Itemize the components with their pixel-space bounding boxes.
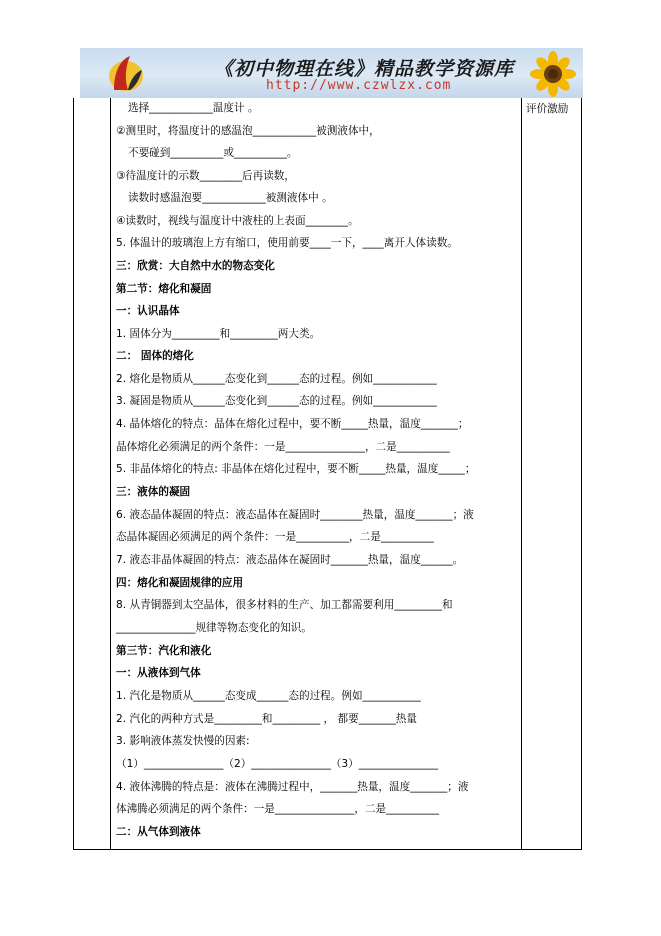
text-line: 态晶体凝固必须满足的两个条件：一是__________，二是__________ bbox=[116, 531, 434, 543]
table-border-bottom bbox=[73, 849, 582, 850]
text-line: 1. 固体分为_________和_________两大类。 bbox=[116, 328, 321, 340]
text-line: ③待温度计的示数________后再读数， bbox=[116, 170, 295, 182]
logo-icon bbox=[106, 52, 146, 94]
text-line: 3. 凝固是物质从______态变化到______态的过程。例如____________ bbox=[116, 395, 437, 407]
text-line: 7. 液态非晶体凝固的特点：液态晶体在凝固时_______热量，温度______。 bbox=[116, 554, 464, 566]
table-border-left bbox=[73, 98, 74, 850]
section-heading: 三：欣赏：大自然中水的物态变化 bbox=[116, 260, 275, 272]
section-heading: 一：认识晶体 bbox=[116, 305, 180, 317]
text-line: 体沸腾必须满足的两个条件：一是_______________，二是__________ bbox=[116, 803, 440, 815]
banner-url[interactable]: http://www.czwlzx.com bbox=[266, 78, 452, 93]
text-line: 5. 体温计的玻璃泡上方有缩口，使用前要____一下，____离开人体读数。 bbox=[116, 237, 458, 249]
text-line: 不要碰到__________或__________。 bbox=[128, 147, 298, 159]
table-divider-right bbox=[521, 98, 522, 850]
table-border-right bbox=[581, 98, 582, 850]
text-line: 2. 汽化的两种方式是_________和_________ ， 都要_______热量 bbox=[116, 713, 417, 725]
section-heading: 四：熔化和凝固规律的应用 bbox=[116, 577, 244, 589]
text-line: ②测里时，将温度计的感温泡____________被测液体中， bbox=[116, 125, 380, 137]
section-heading: 二： 固体的熔化 bbox=[116, 350, 194, 362]
text-line: 4. 液体沸腾的特点是：液体在沸腾过程中，_______热量，温度_______；液 bbox=[116, 781, 469, 793]
text-line: 5. 非晶体熔化的特点: 非晶体在熔化过程中，要不断_____热量，温度_____； bbox=[116, 463, 476, 475]
text-line: 晶体熔化必须满足的两个条件：一是_______________，二是__________ bbox=[116, 441, 450, 453]
text-line: 2. 熔化是物质从______态变化到______态的过程。例如____________ bbox=[116, 373, 437, 385]
section-heading: 第三节：汽化和液化 bbox=[116, 645, 212, 657]
text-line: 选择____________温度计 。 bbox=[128, 102, 259, 114]
table-divider-left bbox=[110, 98, 111, 850]
text-line: ④读数时，视线与温度计中液柱的上表面________。 bbox=[116, 215, 359, 227]
evaluation-column-label: 评价激励 bbox=[526, 103, 569, 115]
section-heading: 一：从液体到气体 bbox=[116, 667, 201, 679]
section-heading: 二：从气体到液体 bbox=[116, 826, 201, 838]
text-line: （1）_______________（2）_______________（3）_______________ bbox=[116, 758, 439, 770]
text-line: _______________规律等物态变化的知识。 bbox=[116, 622, 312, 634]
text-line: 1. 汽化是物质从______态变成______态的过程。例如___________ bbox=[116, 690, 421, 702]
section-heading: 第二节：熔化和凝固 bbox=[116, 283, 212, 295]
text-line: 6. 液态晶体凝固的特点：液态晶体在凝固时________热量，温度_______；液 bbox=[116, 509, 474, 521]
header-banner bbox=[80, 48, 583, 98]
text-line: 4. 晶体熔化的特点：晶体在熔化过程中，要不断_____热量，温度_______； bbox=[116, 418, 469, 430]
text-line: 8. 从青铜器到太空晶体，很多材料的生产、加工都需要利用_________和 bbox=[116, 599, 453, 611]
text-line: 3. 影响液体蒸发快慢的因素: bbox=[116, 735, 250, 747]
sunflower-icon bbox=[523, 50, 583, 98]
banner-title: 《初中物理在线》精品教学资源库 bbox=[214, 58, 515, 80]
section-heading: 三：液体的凝固 bbox=[116, 486, 191, 498]
text-line: 读数时感温泡要____________被测液体中 。 bbox=[128, 192, 333, 204]
